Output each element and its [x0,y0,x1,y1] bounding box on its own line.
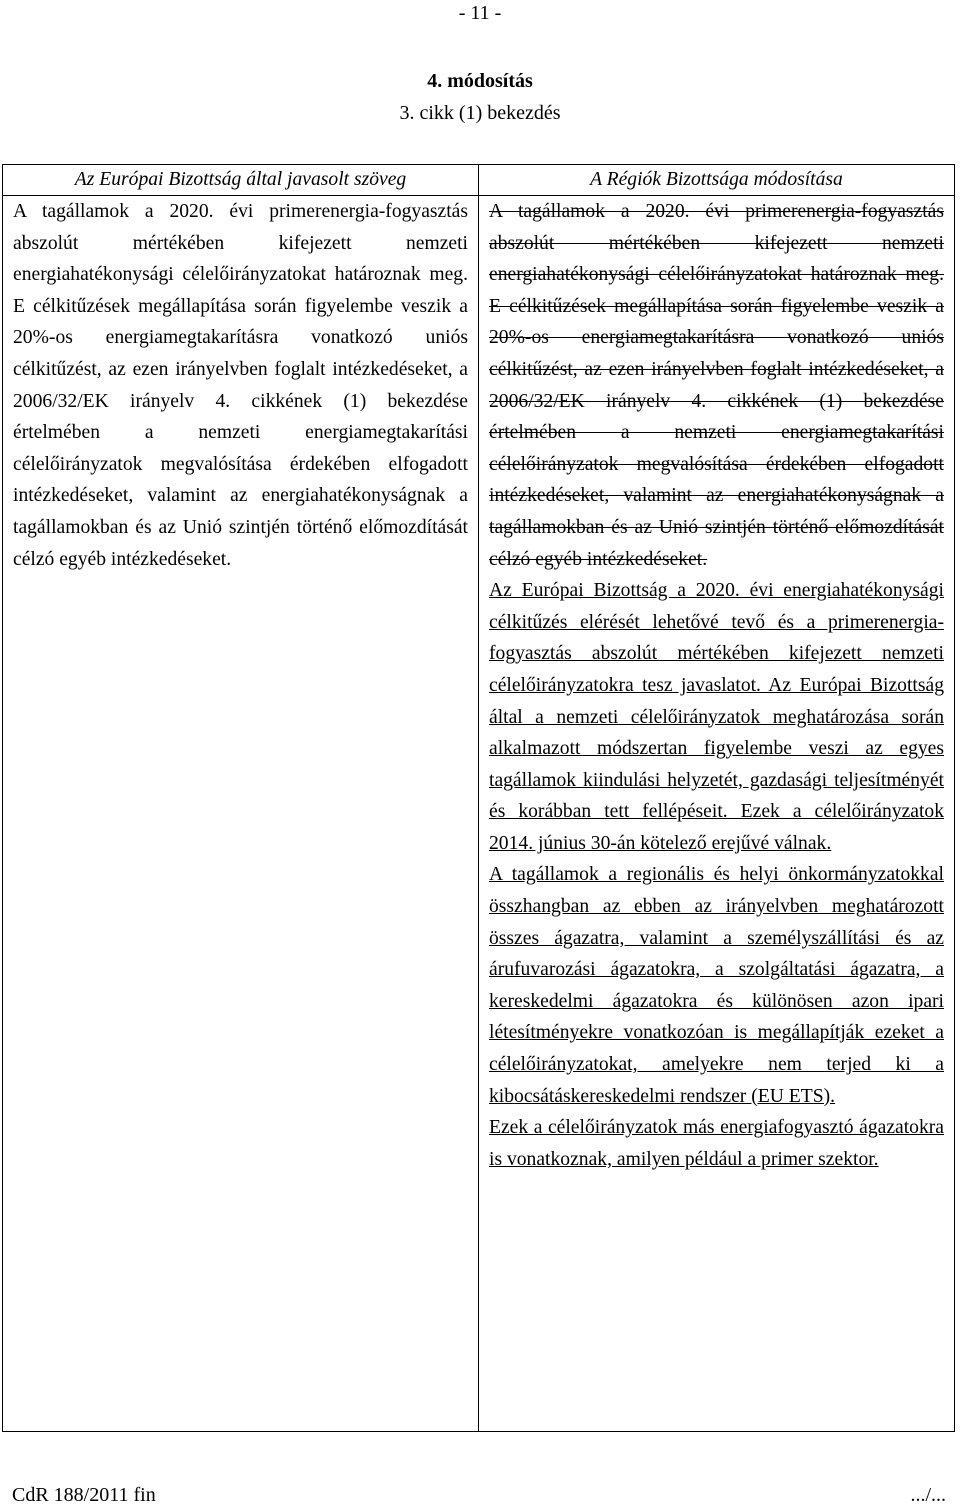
inserted-text-paragraph-3: Ezek a célelőirányzatok más energiafogyasztó ágazatokra is vonatkoznak, amilyen például a primer szektor. [489,1117,944,1170]
commission-proposed-text: A tagállamok a 2020. évi primerenergia-fogyasztás abszolút mértékében kifejezett nemzeti energiahatékonysági célelőirányzatokat határoznak meg. E célkitűzések megállapítása során figyelembe veszik a 20%-os energiamegtakarításra vonatkozó uniós célkitűzést, az ezen irányelvben foglalt intézkedéseket, a 2006/32/EK irányelv 4. cikkének (1) bekezdése értelmében a nemzeti energiamegtakarítási célelőirányzatok megvalósítása érdekében elfogadott intézkedéseket, valamint az energiahatékonyságnak a tagállamokban és az Unió szintjén történő előmozdítását célzó egyéb intézkedéseket. [13,201,468,570]
commission-text-header: Az Európai Bizottság által javasolt szöveg [3,165,479,196]
commission-text-cell [3,196,479,1432]
page-number: - 11 - [458,2,502,24]
deleted-text: A tagállamok a 2020. évi primerenergia-fogyasztás abszolút mértékében kifejezett nemzeti energiahatékonysági célelőirányzatokat határoznak meg. E célkitűzések megállapítása során figyelembe veszik a 20%-os energiamegtakarításra vonatkozó uniós célkitűzést, az ezen irányelvben foglalt intézkedéseket, a 2006/32/EK irányelv 4. cikkének (1) bekezdése értelmében a nemzeti energiamegtakarítási célelőirányzatok megvalósítása érdekében elfogadott intézkedéseket, valamint az energiahatékonyságnak a tagállamokban és az Unió szintjén történő előmozdítását célzó egyéb intézkedéseket. [489,201,944,570]
document-code: CdR 188/2011 fin [12,1484,156,1506]
cor-amendment-cell [479,196,955,1432]
comparison-table [2,164,955,1432]
inserted-text-paragraph-1: Az Európai Bizottság a 2020. évi energiahatékonysági célkitűzés elérését lehetővé tevő és a primerenergia-fogyasztás abszolút mértékében kifejezett nemzeti célelőirányzatokra tesz javaslatot. Az Európai Bizottság által a nemzeti célelőirányzatok meghatározása során alkalmazott módszertan figyelembe veszi az egyes tagállamok kiindulási helyzetét, gazdasági teljesítményét és korábban tett fellépéseit. Ezek a célelőirányzatok 2014. június 30-án kötelező erejűvé válnak. [489,580,944,854]
cor-amendment-header: A Régiók Bizottsága módosítása [479,165,955,196]
amendment-reference: 3. cikk (1) bekezdés [399,102,561,124]
amendment-title: 4. módosítás [427,70,533,92]
continuation-mark: .../... [910,1484,946,1506]
table-body-row [3,196,955,1432]
inserted-text-paragraph-2: A tagállamok a regionális és helyi önkormányzatokkal összhangban az ebben az irányelvben meghatározott összes ágazatra, valamint a személyszállítási és az árufuvarozási ágazatokra, a szolgáltatási ágazatra, a kereskedelmi ágazatokra és különösen azon ipari létesítményekre vonatkozóan is megállapítják ezeket a célelőirányzatokat, amelyekre nem terjed ki a kibocsátáskereskedelmi rendszer (EU ETS). [489,864,944,1107]
table-header-row [3,165,955,196]
